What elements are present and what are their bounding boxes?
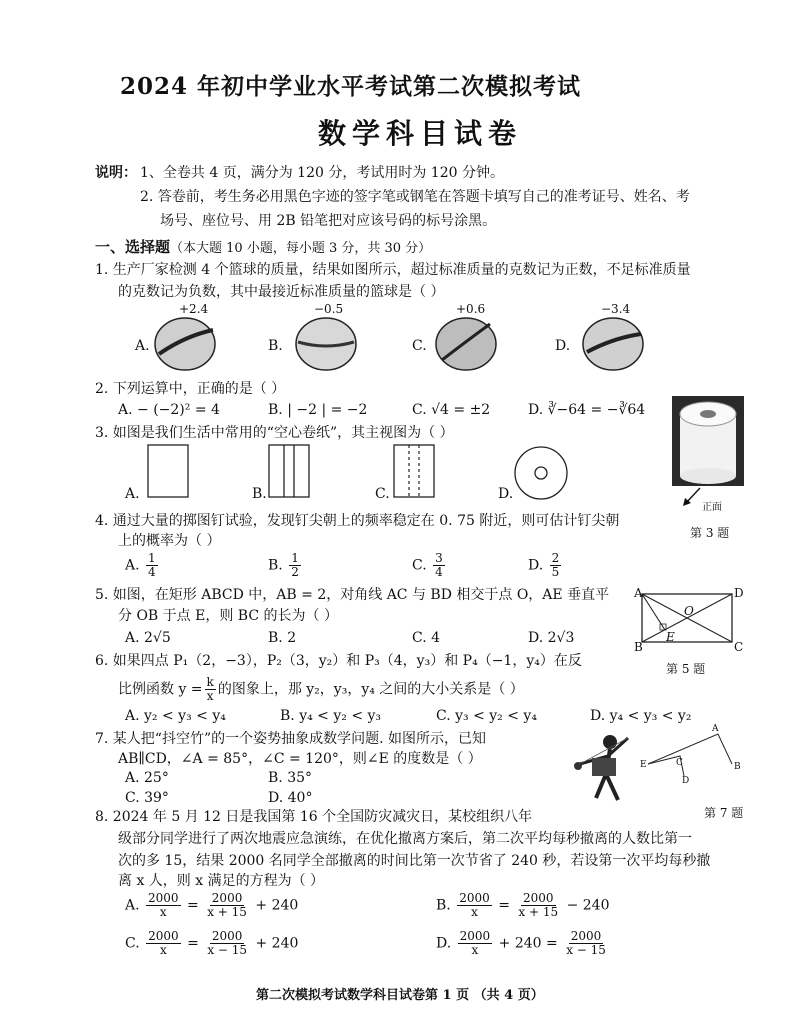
- q7-point-e: E: [640, 760, 647, 770]
- q7-point-c: C: [676, 758, 683, 768]
- basketball-icon: [434, 316, 498, 372]
- fraction-denominator: x: [159, 905, 167, 919]
- q5-option-b: B. 2: [268, 630, 297, 646]
- q1-stem-line-2: 的克数记为负数，其中最接近标准质量的篮球是（ ）: [118, 284, 445, 300]
- fraction-numerator: 2000: [211, 929, 243, 943]
- q7-geometry-figure: [640, 730, 740, 780]
- q4-option-b-fraction: [289, 552, 301, 579]
- q5-stem-line-2: 分 OB 于点 E，则 BC 的长为（ ）: [118, 608, 338, 624]
- q4-option-c-label: C.: [412, 557, 427, 574]
- q5-figure-caption: 第 5 题: [666, 662, 706, 676]
- front-view-arrow-icon: [682, 486, 704, 508]
- q1-option-a: [135, 304, 235, 374]
- fraction-denominator: 4: [435, 565, 443, 579]
- equals-sign: =: [498, 897, 510, 914]
- q7-figure-caption: 第 7 题: [704, 806, 744, 820]
- q4-option-b: [268, 552, 303, 579]
- q3-option-b-figure: [268, 444, 310, 498]
- front-view-label: 正面: [702, 502, 722, 513]
- q6-function-fraction: [205, 676, 216, 703]
- page-footer: 第二次模拟考试数学科目试卷第 1 页 （共 4 页）: [256, 988, 544, 1003]
- q2-option-a: A. − (−2)² = 4: [118, 402, 220, 418]
- q1-option-c-value: +0.6: [456, 302, 486, 316]
- q1-option-a-label: A.: [135, 338, 150, 354]
- equals-sign: =: [187, 935, 199, 952]
- q7-option-b: B. 35°: [268, 770, 313, 786]
- q8-stem-line-3: 次的多 15，结果 2000 名同学全部撤离的时间比第一次节省了 240 秒，若设第一次平均每秒撤: [118, 853, 711, 869]
- q8-stem-line-1: 8. 2024 年 5 月 12 日是我国第 16 个全国防灾减灾日，某校组织八年: [95, 809, 533, 825]
- equation-tail: + 240: [255, 897, 299, 914]
- section-heading: [95, 236, 431, 257]
- fraction-numerator: 2000: [148, 929, 179, 943]
- fraction-numerator: 2000: [459, 929, 491, 943]
- fraction-denominator: 2: [291, 565, 299, 579]
- q3-option-d-label: D.: [498, 486, 514, 502]
- fraction-numerator: 2: [551, 551, 560, 565]
- q5-rectangle-figure: [632, 584, 742, 654]
- q6-function-suffix: 的图象上，那 y₂，y₃，y₄ 之间的大小关系是（ ）: [217, 681, 524, 698]
- q8-stem-line-2: 级部分同学进行了两次地震应急演练，在优化撤离方案后，第二次平均每秒撤离的人数比第一: [118, 831, 692, 847]
- q6-option-c: C. y₃ < y₂ < y₄: [436, 708, 537, 724]
- q5-point-c: C: [734, 640, 744, 654]
- notes-label: 说明：: [95, 165, 137, 181]
- q1-option-d-value: −3.4: [601, 302, 631, 316]
- q7-option-d: D. 40°: [268, 790, 313, 806]
- q4-option-d-label: D.: [528, 557, 544, 574]
- fraction: [564, 930, 608, 957]
- q1-option-a-value: +2.4: [179, 302, 209, 316]
- notes-line-2: 2. 答卷前，考生务必用黑色字迹的签字笔或钢笔在答题卡填写自己的准考证号、姓名、考: [140, 189, 690, 205]
- q5-option-c: C. 4: [412, 630, 441, 646]
- fraction: [205, 892, 249, 919]
- fraction-numerator: 2000: [522, 891, 554, 905]
- fraction-numerator: 1: [148, 551, 156, 565]
- q5-stem-line-1: 5. 如图，在矩形 ABCD 中，AB = 2，对角线 AC 与 BD 相交于点 O，AE 垂直平: [95, 587, 610, 603]
- fraction-denominator: x − 15: [566, 943, 606, 957]
- equation-tail: + 240: [255, 935, 299, 952]
- q3-option-c-label: C.: [375, 486, 390, 502]
- q4-option-c-fraction: [433, 552, 445, 579]
- fraction: [458, 930, 493, 957]
- q3-option-b-label: B.: [252, 486, 267, 502]
- q4-option-b-label: B.: [268, 557, 283, 574]
- q5-point-o: O: [684, 604, 694, 618]
- q7-option-c: C. 39°: [125, 790, 169, 806]
- q4-stem-line-2: 上的概率为（ ）: [118, 533, 221, 549]
- q1-option-b-label: B.: [268, 338, 283, 354]
- diabolo-player-illustration: [566, 728, 646, 812]
- q5-option-a: A. 2√5: [125, 630, 171, 646]
- q3-stem: 3. 如图是我们生活中常用的“空心卷纸”，其主视图为（ ）: [95, 425, 454, 441]
- q5-point-e: E: [666, 630, 675, 644]
- q8-option-a-label: A.: [125, 897, 140, 914]
- exam-title: 2024 年初中学业水平考试第二次模拟考试: [120, 73, 582, 100]
- q6-stem-line-2: [118, 676, 524, 703]
- fraction-denominator: 4: [148, 565, 156, 579]
- basketball-icon: [581, 316, 645, 372]
- q3-option-a-figure: [147, 444, 189, 498]
- notes-line-1: 1、全卷共 4 页，满分为 120 分，考试用时为 120 分钟。: [140, 165, 504, 181]
- fraction-numerator: 1: [291, 551, 299, 565]
- fraction-numerator: 2000: [570, 929, 602, 943]
- fraction: [146, 892, 181, 919]
- toilet-roll-photo: [672, 396, 744, 486]
- fraction: [516, 892, 560, 919]
- q1-option-b-value: −0.5: [314, 302, 344, 316]
- q2-option-c: C. √4 = ±2: [412, 402, 491, 418]
- q1-stem-line-1: 1. 生产厂家检测 4 个篮球的质量，结果如图所示，超过标准质量的克数记为正数，不足标准质量: [95, 262, 691, 278]
- q4-option-a-fraction: [146, 552, 158, 579]
- q5-point-b: B: [634, 640, 643, 654]
- fraction: [457, 892, 492, 919]
- q5-point-a: A: [634, 586, 643, 600]
- fraction-numerator: 2000: [459, 891, 490, 905]
- fraction: [146, 930, 181, 957]
- equals-sign: =: [187, 897, 199, 914]
- q4-option-a: [125, 552, 160, 579]
- q5-option-d: D. 2√3: [528, 630, 575, 646]
- fraction-denominator: x − 15: [207, 943, 248, 957]
- fraction-numerator: k: [206, 675, 214, 689]
- q7-point-d: D: [682, 776, 690, 786]
- q2-option-d: D. ∛−64 = −∛64: [528, 402, 646, 418]
- q6-option-a: A. y₂ < y₃ < y₄: [125, 708, 226, 724]
- section-title: 一、选择题: [95, 238, 171, 256]
- q8-option-d-label: D.: [436, 935, 452, 952]
- fraction-denominator: x: [206, 689, 214, 703]
- section-info: （本大题 10 小题，每小题 3 分，共 30 分）: [170, 241, 432, 256]
- q8-stem-line-4: 离 x 人，则 x 满足的方程为（ ）: [118, 873, 325, 889]
- q8-option-c-label: C.: [125, 935, 140, 952]
- basketball-icon: [294, 316, 358, 372]
- fraction-numerator: 2000: [148, 891, 179, 905]
- fraction-denominator: x: [160, 943, 167, 957]
- q8-option-d: [436, 930, 610, 957]
- q4-option-d-fraction: [550, 552, 562, 579]
- fraction-numerator: 3: [435, 551, 443, 565]
- q1-option-d: [555, 304, 655, 374]
- fraction-denominator: x + 15: [207, 905, 247, 919]
- exam-subject-title: 数学科目试卷: [318, 117, 523, 150]
- q7-stem-line-1: 7. 某人把“抖空竹”的一个姿势抽象成数学问题. 如图所示，已知: [95, 731, 487, 747]
- q3-option-c-figure: [393, 444, 435, 498]
- q6-function-prefix: 比例函数 y =: [118, 681, 203, 698]
- q6-stem-line-1: 6. 如果四点 P₁（2，−3），P₂（3，y₂）和 P₃（4，y₃）和 P₄（−1，y₄）在反: [95, 653, 582, 669]
- q4-option-a-label: A.: [125, 557, 140, 574]
- fraction-numerator: 2000: [211, 891, 243, 905]
- basketball-icon: [153, 316, 217, 372]
- q1-option-c-label: C.: [412, 338, 427, 354]
- q8-option-c: [125, 930, 298, 957]
- q2-stem: 2. 下列运算中，正确的是（ ）: [95, 381, 286, 397]
- equation-tail: − 240: [566, 897, 610, 914]
- q7-point-a: A: [712, 724, 719, 734]
- q3-option-d-figure: [512, 444, 570, 502]
- q8-option-a: [125, 892, 298, 919]
- q7-option-a: A. 25°: [125, 770, 169, 786]
- fraction-denominator: 5: [551, 565, 560, 579]
- q4-option-c: [412, 552, 447, 579]
- q6-option-b: B. y₄ < y₂ < y₃: [280, 708, 382, 724]
- q3-option-a-label: A.: [125, 486, 140, 502]
- q2-option-b: B. | −2 | = −2: [268, 402, 368, 418]
- q8-option-b-label: B.: [436, 897, 451, 914]
- fraction-denominator: x + 15: [518, 905, 559, 919]
- notes-line-3: 场号、座位号、用 2B 铅笔把对应该号码的标号涂黑。: [160, 213, 497, 229]
- equation-middle: + 240 =: [498, 935, 558, 952]
- q4-option-d: [528, 552, 563, 579]
- q5-point-d: D: [734, 586, 744, 600]
- q3-figure-caption: 第 3 题: [690, 526, 730, 540]
- q4-stem-line-1: 4. 通过大量的掷图钉试验，发现钉尖朝上的频率稳定在 0. 75 附近，则可估计钉尖朝: [95, 513, 620, 529]
- q1-option-b: [268, 304, 368, 374]
- fraction: [205, 930, 249, 957]
- fraction-denominator: x: [471, 943, 479, 957]
- q6-option-d: D. y₄ < y₃ < y₂: [590, 708, 692, 724]
- q8-option-b: [436, 892, 609, 919]
- fraction-denominator: x: [471, 905, 478, 919]
- q7-point-b: B: [734, 762, 741, 772]
- q7-stem-line-2: AB∥CD，∠A = 85°，∠C = 120°，则∠E 的度数是（ ）: [118, 751, 482, 767]
- q1-option-d-label: D.: [555, 338, 571, 354]
- q1-option-c: [412, 304, 512, 374]
